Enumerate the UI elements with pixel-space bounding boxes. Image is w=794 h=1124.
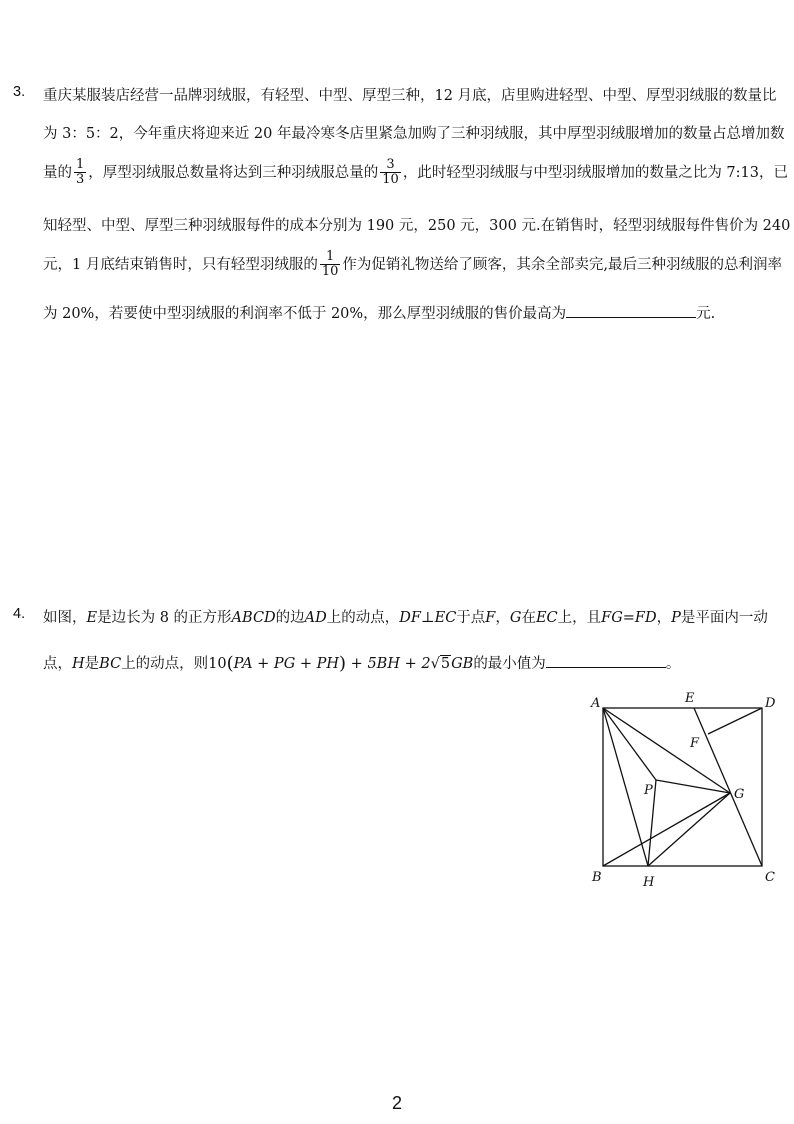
problem-4-text: 的边: [275, 610, 305, 626]
segment-ec: [694, 708, 762, 866]
math-var: P: [671, 610, 681, 626]
problem-3-text-5b: 作为促销礼物送给了顾客，其余全部卖完,最后三种羽绒服的总利润率: [342, 256, 782, 273]
label-f: F: [690, 736, 700, 751]
right-paren: ): [339, 653, 347, 674]
label-b: B: [592, 870, 602, 885]
fraction-one-tenth: [320, 250, 341, 280]
fraction-one-third: [74, 158, 86, 188]
segment-bg: [603, 793, 730, 866]
problem-3-text-4: 知轻型、中型、厚型三种羽绒服每件的成本分别为 190 元，250 元，300 元.在销售时，轻型羽绒服每件售价为 240: [43, 218, 791, 234]
fraction-denominator: 10: [382, 172, 399, 188]
label-e: E: [685, 691, 695, 706]
segment-ah: [603, 708, 648, 866]
label-d: D: [765, 696, 776, 711]
problem-4-text: 的最小值为: [473, 656, 546, 672]
answer-blank[interactable]: [566, 316, 696, 318]
expr-part: GB: [451, 656, 474, 672]
left-paren: (: [226, 653, 234, 674]
sqrt-radicand: 5: [440, 656, 451, 672]
math-var: EC: [535, 610, 558, 626]
problem-4-text: ，: [656, 610, 672, 626]
sqrt-five: √5: [430, 656, 451, 672]
geometry-figure: [584, 688, 784, 888]
segment-ap: [603, 708, 656, 780]
fraction-numerator: 1: [76, 157, 85, 172]
fraction-numerator: 1: [320, 250, 341, 265]
problem-3-text-3c: ，此时轻型羽绒服与中型羽绒服增加的数量之比为 7:13，已: [402, 164, 788, 181]
segment-ag: [603, 708, 730, 793]
problem-3-text-6b: 元.: [696, 306, 716, 322]
problem-3-line-5: [43, 250, 782, 280]
problem-4-number: 4.: [13, 606, 26, 622]
problem-4-text: 于点: [456, 610, 486, 626]
problem-3-line-3: [43, 158, 788, 188]
problem-4-text: 上，且: [557, 610, 602, 626]
fraction-denominator: 3: [76, 172, 85, 188]
page-number: 2: [391, 1093, 402, 1113]
problem-3-line-6: [43, 302, 715, 323]
problem-3-text-3a: 量的: [43, 164, 72, 181]
problem-3-text-2: 为 3：5：2，今年重庆将迎来近 20 年最冷寒冬店里紧急加购了三种羽绒服，其中厚型羽绒服增加的数量占总增加数: [43, 126, 785, 142]
expr-part: 10: [208, 656, 227, 672]
problem-3-line-4: [43, 214, 790, 235]
math-var: G: [509, 610, 522, 626]
problem-4-text: 如图，: [43, 610, 87, 626]
expr-part: + 5BH + 2: [346, 656, 431, 672]
segment-df: [708, 708, 762, 734]
math-var: BC: [99, 656, 122, 672]
fraction-numerator: 3: [380, 158, 401, 173]
fraction-three-tenths: [380, 158, 401, 188]
problem-3-line-1: [43, 84, 777, 105]
label-h: H: [643, 875, 655, 888]
problem-4-text: 是平面内一动: [680, 610, 768, 626]
problem-4-text: ，: [495, 610, 510, 626]
problem-4-text: 点，: [43, 656, 72, 672]
problem-3-text-1: 重庆某服装店经营一品牌羽绒服，有轻型、中型、厚型三种，12 月底，店里购进轻型、中型、厚型羽绒服的数量比: [43, 88, 777, 104]
math-var: DF⊥EC: [399, 610, 457, 626]
problem-3-line-2: [43, 122, 784, 143]
problem-4-line-1: [43, 606, 768, 627]
problem-4-text: 上的动点，: [326, 610, 400, 626]
label-a: A: [591, 696, 601, 711]
problem-4-text: 。: [665, 656, 681, 672]
label-p: P: [644, 783, 653, 798]
math-var: F: [485, 610, 496, 626]
expr-part: PA + PG + PH: [233, 656, 340, 672]
answer-blank[interactable]: [546, 666, 666, 668]
problem-4-text: 上的动点，则: [121, 656, 209, 672]
segment-hg: [648, 793, 730, 866]
problem-3-text-3b: ，厚型羽绒服总数量将达到三种羽绒服总量的: [88, 164, 379, 181]
fraction-denominator: 10: [321, 264, 339, 280]
math-expression: [208, 653, 474, 674]
segment-pg: [656, 780, 730, 793]
problem-4-text: 在: [521, 610, 536, 626]
problem-4-line-2: [43, 652, 680, 674]
math-var: AD: [304, 610, 327, 626]
problem-3-number: 3.: [13, 84, 26, 100]
math-var: E: [86, 610, 98, 626]
problem-3-text-6a: 为 20%，若要使中型羽绒服的利润率不低于 20%，那么厚型羽绒服的售价最高为: [43, 306, 567, 322]
label-c: C: [765, 870, 775, 885]
problem-3-text-5a: 元，1 月底结束销售时，只有轻型羽绒服的: [43, 256, 318, 273]
math-var: ABCD: [231, 610, 276, 626]
problem-4-text: 是边长为 8 的正方形: [97, 610, 232, 626]
math-var: FG=FD: [601, 610, 657, 626]
label-g: G: [734, 787, 745, 802]
math-var: H: [72, 656, 85, 672]
problem-4-text: 是: [84, 656, 100, 672]
